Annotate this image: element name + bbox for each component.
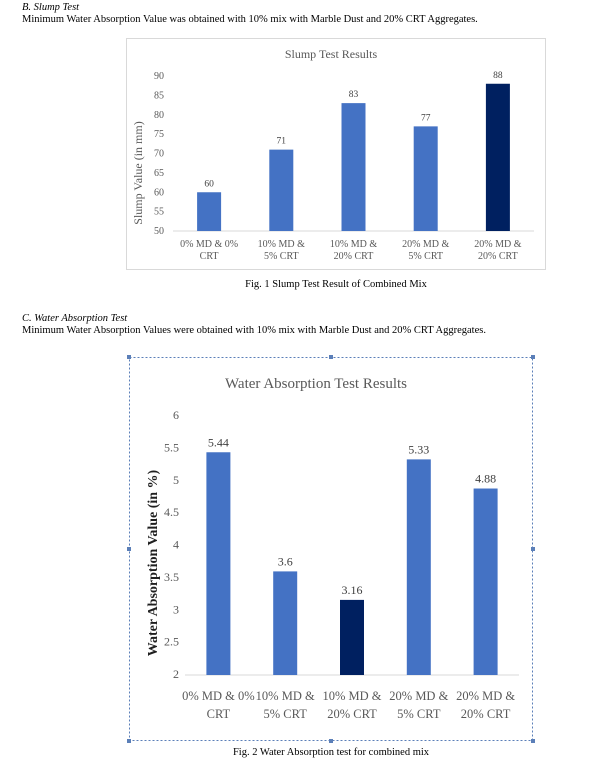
x-tick-label: 5% CRT [408,251,444,262]
section-c-text: Minimum Water Absorption Values were obtained with 10% mix with Marble Dust and 20% CRT Aggregates. [22,325,486,336]
x-tick-label: 0% MD & 0% [182,689,255,703]
x-tick-label: CRT [199,251,219,262]
x-tick-label: 20% CRT [460,707,511,721]
resize-handle [329,739,333,743]
data-label: 71 [276,136,287,147]
y-tick-label: 90 [154,71,164,82]
y-tick-label: 5 [173,472,179,487]
y-tick-label: 55 [154,206,164,218]
slump-chart [126,38,546,270]
y-tick-label: 65 [154,167,164,179]
bar [414,126,438,231]
x-tick-label: 10% MD & [257,239,305,250]
resize-handle [329,355,333,359]
chart-frame [130,358,533,741]
section-b-heading: B. Slump Test [22,2,80,13]
data-label: 4.88 [475,471,497,486]
x-tick-label: 20% MD & [456,689,516,703]
bar [407,459,431,675]
resize-handle [531,739,535,743]
x-tick-label: 5% CRT [397,707,441,721]
data-label: 77 [420,113,431,124]
water-absorption-chart [129,357,533,741]
y-tick-label: 2 [173,667,179,681]
data-label: 3.16 [341,582,363,597]
data-label: 88 [493,70,503,81]
data-label: 5.44 [207,435,229,450]
y-axis-label: Water Absorption Value (in %) [146,469,161,657]
y-tick-label: 3 [173,602,179,617]
x-tick-label: 10% MD & [322,689,382,703]
chart-frame [127,39,546,270]
bar [206,452,230,675]
data-label: 5.33 [408,442,430,457]
chart-title: Water Absorption Test Results [224,376,408,392]
bar [197,192,221,231]
bar [342,103,366,231]
section-b-text: Minimum Water Absorption Value was obtained with 10% mix with Marble Dust and 20% CRT Aggregates. [22,14,478,25]
resize-handle [127,355,131,359]
x-tick-label: 0% MD & 0% [180,239,239,250]
x-tick-label: 20% MD & [474,239,522,250]
y-axis-label: Slump Value (in mm) [131,121,145,225]
resize-handle [531,547,535,551]
bar [273,571,297,675]
x-tick-label: CRT [206,707,231,721]
y-tick-label: 80 [154,109,164,121]
x-tick-label: 5% CRT [263,707,307,721]
bar [486,84,510,231]
bar [269,150,293,231]
resize-handle [127,739,131,743]
x-tick-label: 20% CRT [327,707,377,721]
x-tick-label: 10% MD & [255,689,315,703]
y-tick-label: 2.5 [164,634,179,649]
data-label: 83 [348,90,359,101]
x-tick-label: 20% MD & [402,239,450,250]
resize-handle [127,547,131,551]
y-tick-label: 5.5 [164,440,179,455]
y-tick-label: 60 [154,187,164,199]
fig2-caption: Fig. 2 Water Absorption test for combined mix [232,747,430,758]
x-tick-label: 5% CRT [263,251,299,262]
y-tick-label: 4 [173,537,179,552]
y-tick-label: 75 [154,129,164,141]
y-tick-label: 85 [154,90,164,102]
bar [340,600,364,675]
y-tick-label: 3.5 [164,569,179,584]
y-tick-label: 4.5 [164,505,179,520]
y-tick-label: 70 [154,148,164,160]
y-tick-label: 50 [154,226,164,237]
resize-handle [531,355,535,359]
chart-title: Slump Test Results [284,47,378,61]
data-label: 60 [204,179,214,190]
x-tick-label: 20% CRT [333,251,374,262]
x-tick-label: 10% MD & [329,239,378,250]
x-tick-label: 20% CRT [478,251,518,262]
x-tick-label: 20% MD & [389,689,449,703]
fig1-caption: Fig. 1 Slump Test Result of Combined Mix [245,279,427,290]
section-c-heading: C. Water Absorption Test [22,313,128,324]
y-tick-label: 6 [173,408,179,422]
data-label: 3.6 [277,554,293,569]
bar [474,489,498,675]
